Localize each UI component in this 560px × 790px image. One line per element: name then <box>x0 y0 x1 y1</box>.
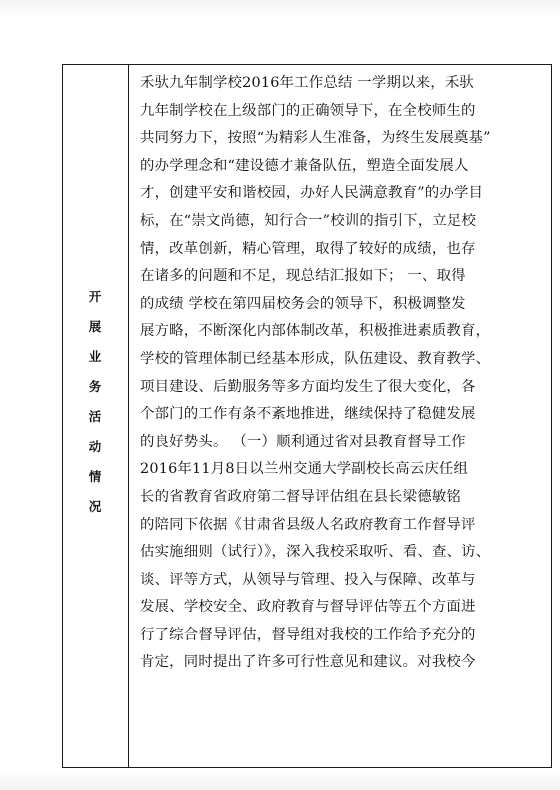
section-label-char: 务 <box>88 379 102 394</box>
body-line: 估实施细则（试行）》，深入我校采取听、看、查、访、 <box>140 544 491 561</box>
section-label <box>62 282 128 522</box>
body-line: 的良好势头。 （一）顺利通过省对县教育督导工作 <box>140 433 466 450</box>
section-label-char: 开 <box>88 289 102 304</box>
section-label-cell <box>62 64 128 768</box>
body-line: 共同努力下，按照“为精彩人生准备，为终生发展奠基” <box>140 130 491 147</box>
body-line: 个部门的工作有条不紊地推进，继续保持了稳健发展 <box>140 406 476 423</box>
body-line: 标，在“崇文尚德，知行合一”校训的指引下，立足校 <box>140 212 477 229</box>
body-line: 的办学理念和“建设德才兼备队伍，塑造全面发展人 <box>140 157 469 174</box>
body-line: 学校的管理体制已经基本形成，队伍建设、教育教学、 <box>140 350 491 367</box>
section-label-char: 动 <box>88 439 102 454</box>
body-line: 长的省教育省政府第二督导评估组在县长梁德敏铭 <box>140 488 461 505</box>
body-line: 在诸多的问题和不足，现总结汇报如下； 一、取得 <box>140 268 466 285</box>
body-line: 情，改革创新，精心管理，取得了较好的成绩，也存 <box>140 240 476 257</box>
body-line: 的陪同下依据《甘肃省县级人名政府教育工作督导评 <box>140 516 476 533</box>
body-line: 肯定，同时提出了许多可行性意见和建议。对我校今 <box>140 654 476 671</box>
body-line: 九年制学校在上级部门的正确领导下，在全校师生的 <box>140 102 476 119</box>
section-label-char: 活 <box>88 409 102 424</box>
body-line: 项目建设、后勤服务等多方面均发生了很大变化，各 <box>140 378 476 395</box>
section-label-char: 情 <box>88 469 102 484</box>
body-line: 的成绩 学校在第四届校务会的领导下，积极调整发 <box>140 295 466 312</box>
body-line: 才，创建平安和谐校园，办好人民满意教育”的办学目 <box>140 185 484 202</box>
report-body-text <box>140 70 542 677</box>
body-line: 2016年11月8日以兰州交通大学副校长高云庆任组 <box>140 461 469 478</box>
body-line: 行了综合督导评估，督导组对我校的工作给予充分的 <box>140 626 476 643</box>
body-line: 禾驮九年制学校2016年工作总结 一学期以来，禾驮 <box>140 75 475 91</box>
section-label-char: 展 <box>88 319 102 334</box>
body-line: 发展、学校安全、政府教育与督导评估等五个方面进 <box>140 599 476 616</box>
body-line: 展方略，不断深化内部体制改革，积极推进素质教育， <box>140 323 491 340</box>
column-divider <box>128 64 129 768</box>
section-label-char: 业 <box>88 349 102 364</box>
section-label-char: 况 <box>88 499 102 514</box>
body-line: 谈、评等方式，从领导与管理、投入与保障、改革与 <box>140 571 476 588</box>
